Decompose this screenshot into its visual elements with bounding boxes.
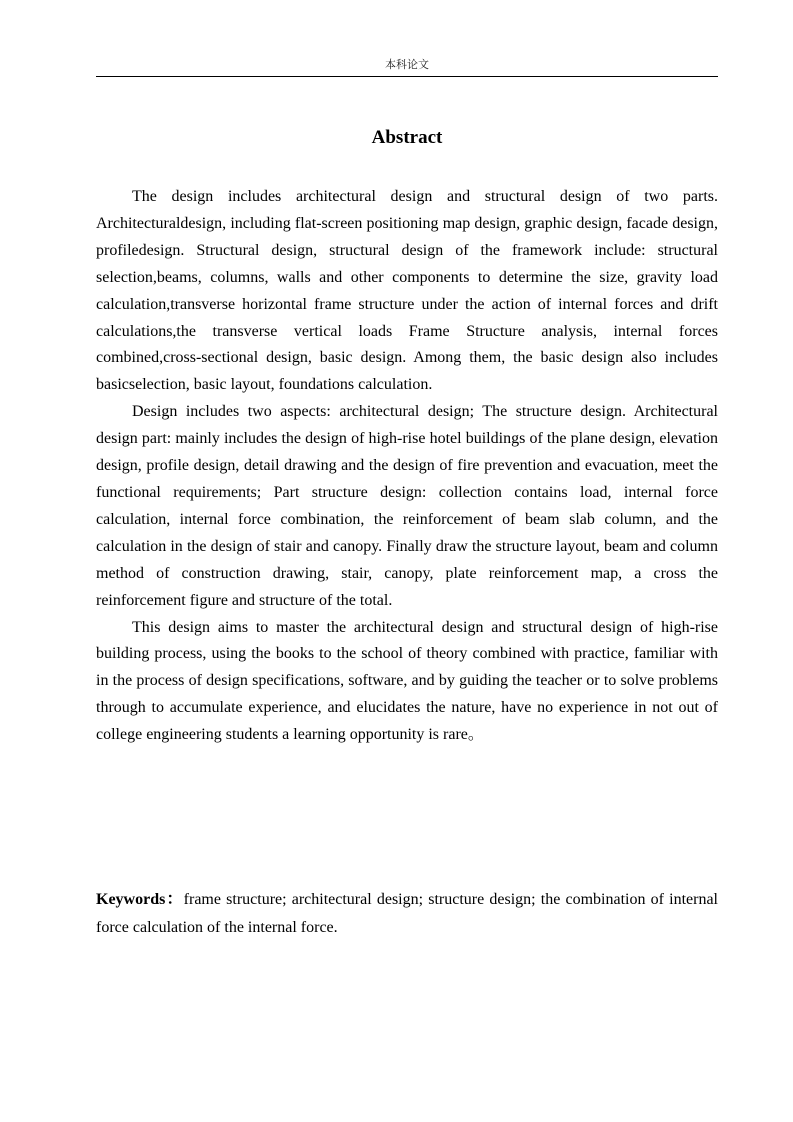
abstract-title: Abstract bbox=[371, 127, 443, 148]
keywords-block bbox=[96, 886, 718, 942]
keywords-text: frame structure; architectural design; structure design; the combination of internal force calculation of the internal force. bbox=[96, 891, 718, 936]
abstract-paragraph-2: Design includes two aspects: architectural design; The structure design. Architectural design part: mainly includes the design of high-rise hotel buildings of the plane design, elevation design, profile design, detail drawing and the design of fire prevention and evacuation, meet the functional requirements; Part structure design: collection contains load, internal force calculation, internal force combination, the reinforcement of beam slab column, and the calculation in the design of stair and canopy. Finally draw the structure layout, beam and column method of construction drawing, stair, canopy, plate reinforcement map, a cross the reinforcement figure and structure of the total. bbox=[96, 403, 718, 609]
abstract-body bbox=[96, 184, 718, 749]
abstract-paragraph-1: The design includes architectural design and structural design of two parts. Architecturaldesign, including flat-screen positioning map design, graphic design, facade design, profiledesign. Structural design, structural design of the framework include: structural selection,beams, columns, walls and other components to determine the size, gravity load calculation,transverse horizontal frame structure under the action of internal forces and drift calculations,the transverse vertical loads Frame Structure analysis, internal forces combined,cross-sectional design, basic design. Among them, the basic design also includes basicselection, basic layout, foundations calculation. bbox=[96, 188, 718, 394]
running-header: 本科论文 bbox=[385, 58, 429, 71]
header-rule bbox=[96, 76, 718, 77]
keywords-label: Keywords： bbox=[96, 891, 184, 908]
abstract-paragraph-3: This design aims to master the architectural design and structural design of high-rise building process, using the books to the school of theory combined with practice, familiar with in the process of design specifications, software, and by guiding the teacher or to solve problems through to accumulate experience, and elucidates the nature, have no experience in not out of college engineering students a learning opportunity is rare。 bbox=[96, 618, 718, 744]
